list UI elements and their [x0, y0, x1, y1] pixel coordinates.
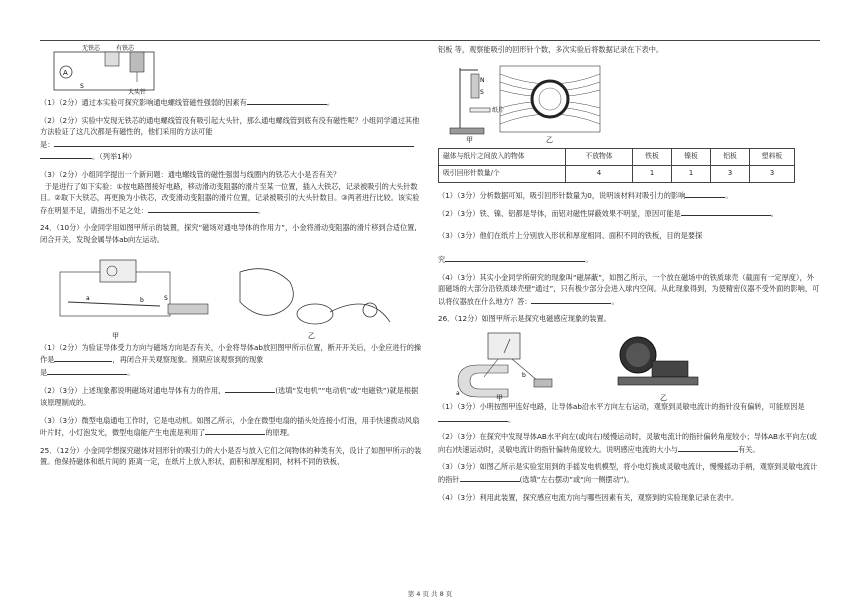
point-a-label: a — [86, 294, 90, 302]
point-a-label: a — [456, 389, 460, 397]
q24-2-end: (选填“发电机”“电动机”或“电磁铁”)就是根据该原理制成的。 — [40, 386, 419, 407]
q24-3 — [40, 415, 422, 439]
q23-1-end: 。 — [326, 98, 335, 107]
q26-1-text: （1）（3分）小明按图甲连好电路，让导体ab沿水平方向左右运动，观察到灵敏电流计的指针没有偏转，可能原因是 — [438, 401, 805, 411]
q25-3-text: （3）（3分）他们在纸片上分别放入形状和厚度相同、面积不同的铁板，目的是要探 — [438, 230, 703, 240]
q26-2-end: 有关。 — [738, 444, 760, 454]
fig-caption-jia: 甲 — [466, 135, 473, 144]
q23-1 — [40, 96, 422, 109]
paper-label: 纸片 — [492, 106, 505, 114]
header-rule — [40, 40, 820, 41]
page-footer: 第 4 页 共 8 页 — [407, 590, 453, 598]
q26-2-text: （2）（3分）在探究中发现导体AB水平向左(或向右)缓慢运动时，灵敏电流计的指针偏转角度较小；导体AB水平向左(或向右)快速运动时，灵敏电流计的指针偏转角度较大。说明感应电流的大小与 — [438, 432, 817, 454]
table-header-cell: 塑料板 — [750, 148, 795, 165]
q25-4 — [438, 272, 820, 308]
south-label: S — [480, 88, 484, 96]
q23-3-question: （3）（2分）小组同学提出一个新问题：通电螺线管的磁性强弱与线圈内的铁芯大小是否有关？ — [40, 169, 341, 179]
q26-2 — [438, 431, 820, 455]
q26-1 — [438, 401, 820, 425]
q24-3-text: （3）（3分）微型电扇通电工作时，它是电动机。如图乙所示，小金在微型电扇的插头处连接小灯泡，用手快速拨动风扇叶片时，小灯泡发光，微型电扇能产生电流是利用了 — [40, 415, 420, 438]
pin-label: 大头针 — [128, 89, 147, 96]
table-row-label: 吸引回形针数量/个 — [439, 165, 566, 182]
q26-head: 26．（12分）如图甲所示是探究电磁感应现象的装置。 — [438, 314, 611, 324]
answer-blank[interactable] — [40, 150, 92, 159]
q23-2-text: （2）（2分）实验中发现无铁芯的通电螺线管没有吸引起大头针，那么通电螺线管到底有没有磁性呢？小组同学通过其他方法验证了这几次都是有磁性的，他们采用的方法可能 — [40, 115, 420, 137]
table-cell: 1 — [633, 165, 672, 182]
q25-3-prefix: 究 — [438, 254, 446, 264]
q26-3-end: (选填“左右摆动”或“向一侧摆动”)。 — [519, 474, 634, 484]
table-cell: 3 — [711, 165, 750, 182]
magnet-figure — [438, 62, 820, 144]
answer-blank[interactable] — [205, 426, 265, 435]
induction-experiment-diagram — [438, 331, 818, 401]
q25-2 — [438, 207, 820, 220]
q25-4-end: 。 — [611, 296, 619, 306]
answer-blank[interactable] — [148, 204, 258, 213]
answer-blank[interactable] — [225, 384, 275, 393]
q23-1-text: （1）（2分）通过本实验可探究影响通电螺线管磁性强弱的因素有 — [40, 98, 247, 107]
fig-caption-yi: 乙 — [308, 331, 315, 340]
north-label: N — [480, 76, 485, 84]
q23-3-text: 于是进行了如下实验：①按电路图接好电路，移动滑动变阻器的滑片至某一位置，插入大铁芯，记录被吸引的大头针数目。②取下大铁芯，再更换为小铁芯，改变滑动变阻器的滑片位置，记录被吸引的大头针数目。③两者进行比较。该实验存在明显不足，请指出不足之处： — [40, 181, 420, 215]
ammeter-label: A — [63, 69, 68, 77]
table-cell: 3 — [750, 165, 795, 182]
solenoid-figure — [50, 44, 422, 96]
answer-blank[interactable] — [47, 366, 127, 375]
q24-2 — [40, 384, 422, 408]
q23-2 — [40, 115, 422, 163]
solenoid-circuit-diagram — [50, 44, 160, 96]
q24-1-mid: ，再闭合开关观察现象。预期应该观察到的现象 — [112, 355, 264, 365]
q25-1-text: （1）（3分）分析数据可知，吸引回形针数量为0，说明该材料对吸引力的影响 — [438, 190, 686, 200]
fig-caption-jia: 甲 — [496, 393, 503, 401]
left-column — [40, 44, 422, 474]
motor-figure — [40, 252, 422, 342]
core-label: 有铁芯 — [116, 45, 135, 52]
table-row — [439, 165, 795, 182]
q24-3-end: 的原理。 — [265, 428, 295, 438]
q25-2-text: （2）（3分）铁、镍、铝都是导体，而铝对磁性屏蔽效果不明显，原因可能是 — [438, 209, 681, 219]
q23-2-suffix: 。（列举1种） — [92, 152, 137, 162]
q25-3-end: 。 — [585, 254, 593, 264]
results-table — [438, 148, 795, 183]
point-b-label: b — [522, 371, 526, 379]
q23-2-prefix: 是： — [40, 139, 55, 149]
q25-head: 25．（12分）小金同学想探究磁体对回形针的吸引力的大小是否与放入它们之间物体的种类有关，设计了如图甲所示的装置。他保持磁体和纸片间的 距离一定，在纸片上放入形状、面积和厚度相同，材料不同的铁板、 — [40, 445, 422, 467]
induction-figure — [438, 331, 820, 401]
q26-3 — [438, 461, 820, 485]
switch-s-label: S — [164, 294, 168, 302]
table-header-cell: 铝板 — [711, 148, 750, 165]
no-core-label: 无铁芯 — [82, 45, 101, 52]
motor-experiment-diagram — [40, 252, 420, 342]
answer-blank[interactable] — [460, 473, 520, 482]
switch-label: S — [80, 83, 84, 90]
q23-3-end: 。 — [257, 205, 266, 215]
point-b-label: b — [140, 296, 144, 304]
answer-blank[interactable] — [247, 96, 327, 105]
right-column — [438, 44, 820, 509]
q24-1-text: （1）（2分）为验证导体受力方向与磁场方向是否有关，小金将导体ab放回图甲所示位置，断开开关后，小金应进行的操作是 — [40, 342, 422, 365]
answer-blank[interactable] — [678, 443, 738, 452]
q23-3 — [40, 169, 422, 216]
q26-3-text: （3）（3分）如图乙所示是实验室用到的手摇发电机模型，将小电灯换成灵敏电流计，慢慢摇动手柄，观察到灵敏电流计的指针 — [438, 462, 818, 484]
q24-1-end: 。 — [127, 367, 135, 377]
table-header-cell: 磁体与纸片之间放入的物体 — [439, 148, 566, 165]
q24-1 — [40, 342, 422, 379]
table-header-row — [439, 148, 795, 165]
q24-1-prefix: 是 — [40, 367, 48, 377]
table-header-cell: 不放物体 — [566, 148, 633, 165]
q25-3 — [438, 230, 820, 266]
table-cell: 1 — [672, 165, 711, 182]
table-cell: 4 — [566, 165, 633, 182]
fig-caption-yi: 乙 — [660, 393, 667, 401]
magnet-experiment-diagram — [438, 62, 818, 144]
fig-caption-yi: 乙 — [546, 135, 553, 144]
q26-1-end: 。 — [508, 414, 516, 424]
table-header-cell: 镍板 — [672, 148, 711, 165]
q25-1-end: 。 — [725, 190, 733, 200]
answer-blank[interactable] — [681, 207, 771, 216]
answer-blank[interactable] — [54, 138, 414, 147]
q26-4: （4）（3分）利用此装置，探究感应电流方向与哪些因素有关，观察到的实验现象记录在表中。 — [438, 492, 739, 502]
q25-2-end: 。 — [770, 209, 778, 219]
q24-2-text: （2）（3分）上述现象都说明磁场对通电导体有力的作用， — [40, 386, 226, 396]
fig-caption-jia: 甲 — [112, 331, 119, 340]
answer-blank[interactable] — [531, 295, 611, 304]
q25-4-text: （4）（3分）其实小金同学所研究的现象叫“磁屏蔽”，如图乙所示，一个放在磁场中的铁质球壳（截面有一定厚度），外面磁场的大部分沿铁质球壳壁“通过”，只有极少部分会进入球内空间。从此现象得到，为使精密仪器不受外面的影响，可以将仪器放在什么地方？答： — [438, 272, 820, 306]
answer-blank[interactable] — [445, 253, 585, 262]
q24-head: 24．（10分）小金同学用如图甲所示的装置，探究“磁场对通电导体的作用力”，小金将滑动变阻器的滑片移到合适位置,闭合开关，发现金属导体ab向左运动。 — [40, 223, 417, 244]
answer-blank[interactable] — [685, 189, 725, 198]
answer-blank[interactable] — [438, 413, 508, 422]
q25-1 — [438, 189, 820, 202]
table-header-cell: 铁板 — [633, 148, 672, 165]
q25-cont: 铝板 等，观察能吸引的回形针个数，多次实验后将数据记录在下表中。 — [438, 45, 664, 54]
answer-blank[interactable] — [54, 353, 112, 362]
